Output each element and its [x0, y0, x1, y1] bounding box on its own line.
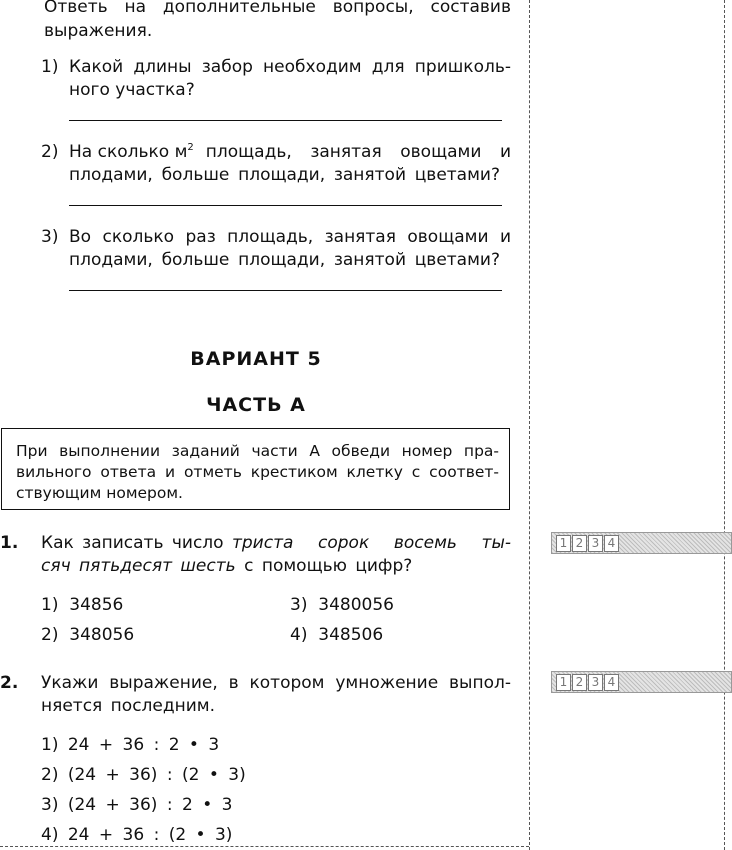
task-2-line-1: Укажи выражение, в котором умножение выпол-	[41, 673, 511, 693]
task-1-number: 1.	[0, 533, 19, 553]
task-1-option-2[interactable]: 2) 348056	[41, 625, 135, 645]
task-1-text-plain: Как записать число	[41, 533, 232, 553]
question-2-text-a: На сколько $м^2$	[69, 142, 194, 162]
question-3-number: 3)	[41, 227, 59, 247]
answer-line-1[interactable]	[69, 120, 502, 121]
task-1-line-2	[41, 556, 412, 576]
task-2-number: 2.	[0, 673, 19, 693]
task-2-answer-cell-1[interactable]: 1	[556, 674, 571, 691]
task-2-answer-cell-3[interactable]: 3	[588, 674, 603, 691]
question-1-line-1: Какой длины забор необходим для пришколь-	[69, 57, 511, 77]
variant-title: ВАРИАНТ 5	[190, 348, 322, 370]
answer-line-3[interactable]	[69, 290, 502, 291]
cut-line-right	[724, 0, 725, 850]
instruction-box	[1, 428, 510, 510]
task-2-option-4[interactable]: 4) 24 + 36 : (2 • 3)	[41, 825, 233, 845]
task-1-text-italic: триста сорок восемь ты-	[231, 533, 511, 553]
task-2-option-2[interactable]: 2) (24 + 36) : (2 • 3)	[41, 765, 246, 785]
question-2-line-2: плодами, больше площади, занятой цветами?	[69, 165, 500, 185]
task-1-answer-cell-4[interactable]: 4	[604, 535, 619, 552]
question-3-line-1: Во сколько раз площадь, занятая овощами и	[69, 227, 511, 247]
question-1-number: 1)	[41, 57, 59, 77]
task-1-answer-cell-3[interactable]: 3	[588, 535, 603, 552]
question-2-text-b: площадь, занятая овощами и	[205, 142, 511, 162]
task-1-answer-strip	[551, 532, 732, 554]
task-2-answer-cell-2[interactable]: 2	[572, 674, 587, 691]
question-3-line-2: плодами, больше площади, занятой цветами?	[69, 250, 500, 270]
task-1-text-italic-2: сяч пятьдесят шесть	[41, 556, 236, 576]
task-1-answer-cell-1[interactable]: 1	[556, 535, 571, 552]
superscript-2: 2	[187, 142, 194, 153]
task-1-answer-cell-2[interactable]: 2	[572, 535, 587, 552]
part-title: ЧАСТЬ А	[206, 394, 306, 416]
task-1-option-3[interactable]: 3) 3480056	[290, 595, 394, 615]
instruction-line-2: вильного ответа и отметь крестиком клетку с соответ-	[16, 463, 499, 481]
task-2-option-1[interactable]: 1) 24 + 36 : 2 • 3	[41, 735, 220, 755]
answer-line-2[interactable]	[69, 205, 502, 206]
question-1-line-2: ного участка?	[69, 80, 195, 100]
intro-line-2: выражения.	[44, 21, 153, 41]
instruction-line-1: При выполнении заданий части А обведи номер пра-	[16, 442, 499, 460]
task-2-answer-strip	[551, 671, 732, 693]
question-2-number: 2)	[41, 142, 59, 162]
intro-line-1: Ответь на дополнительные вопросы, составив	[44, 0, 511, 17]
task-2-option-3[interactable]: 3) (24 + 36) : 2 • 3	[41, 795, 233, 815]
task-1-line-1	[41, 533, 511, 553]
task-2-line-2: няется последним.	[41, 696, 216, 716]
task-2-answer-cell-4[interactable]: 4	[604, 674, 619, 691]
task-1-option-4[interactable]: 4) 348506	[290, 625, 384, 645]
instruction-line-3: ствующим номером.	[16, 484, 183, 502]
question-2-line-1	[69, 142, 511, 162]
task-1-text-plain-2: с помощью цифр?	[235, 556, 413, 576]
task-1-option-1[interactable]: 1) 34856	[41, 595, 124, 615]
bottom-cut-line	[0, 846, 529, 847]
cut-line-left	[529, 0, 530, 850]
